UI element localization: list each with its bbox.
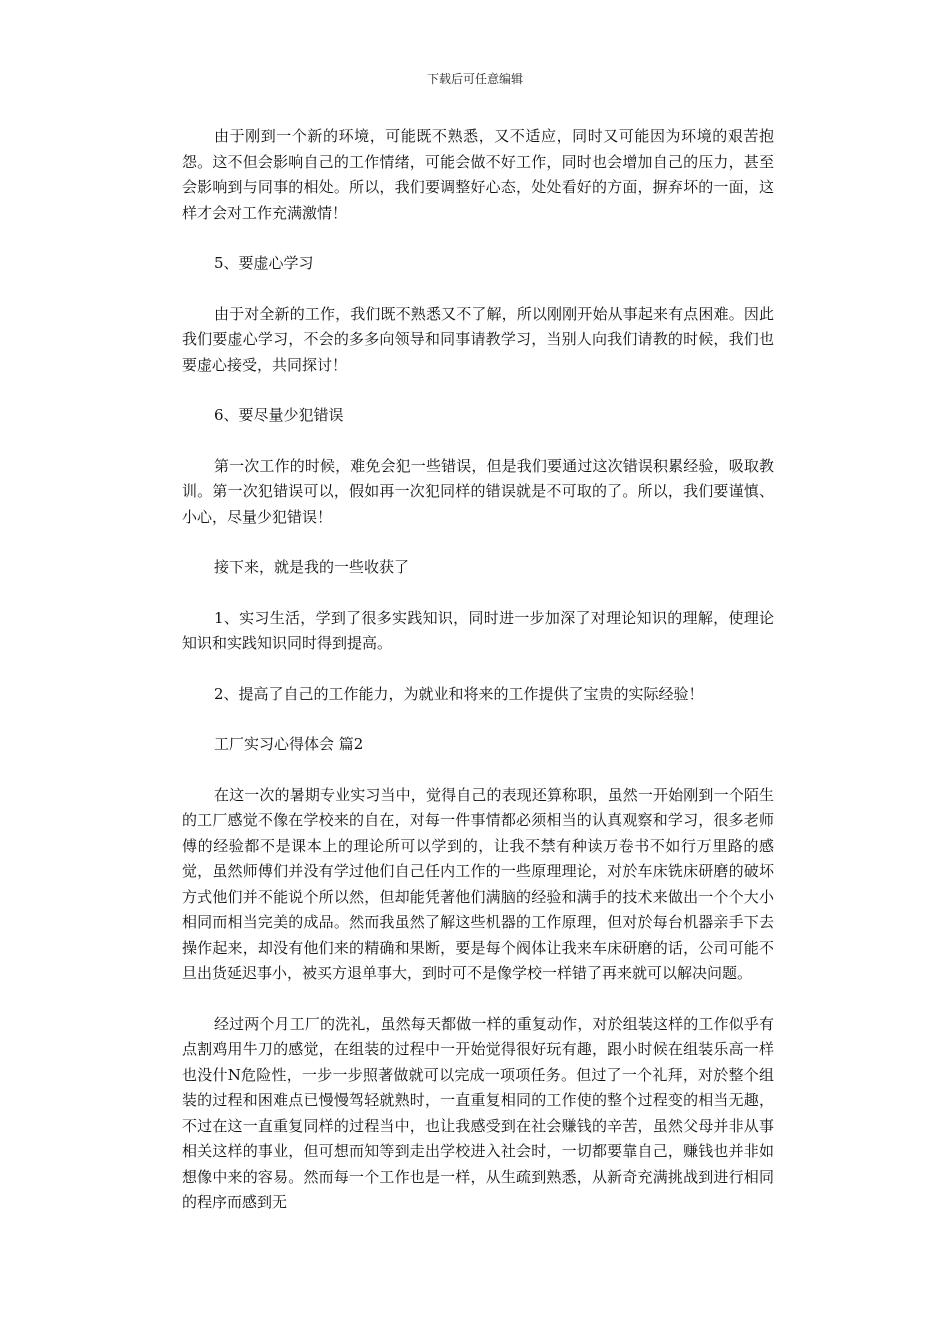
heading-learn-humbly: 5、要虚心学习 <box>214 254 314 272</box>
heading-gains: 接下来，就是我的一些收获了 <box>214 558 410 576</box>
paragraph-environment: 由于刚到一个新的环境，可能既不熟悉，又不适应，同时又可能因为环境的艰苦抱怨。这不但会影响自己的工作情绪，可能会做不好工作，同时也会增加自己的压力，甚至会影响到与同事的相处。所以，我们要调整好心态，处处看好的方面，摒弃坏的一面，这样才会对工作充满激情！ <box>182 127 774 222</box>
section-title-part-2: 工厂实习心得体会 篇2 <box>214 735 364 753</box>
document-body <box>182 124 774 1216</box>
paragraph-learn-humbly: 由于对全新的工作，我们既不熟悉又不了解，所以刚刚开始从事起来有点困难。因此我们要虚心学习，不会的多多向领导和同事请教学习，当别人向我们请教的时候，我们也要虚心接受，共同探讨！ <box>182 304 774 374</box>
page-header: 下载后可任意编辑 <box>426 72 523 86</box>
paragraph-gain-1: 1、实习生活，学到了很多实践知识，同时进一步加深了对理论知识的理解，使理论知识和实践知识同时得到提高。 <box>182 608 774 652</box>
paragraph-avoid-mistakes: 第一次工作的时候，难免会犯一些错误，但是我们要通过这次错误积累经验，吸取教训。第一次犯错误可以，假如再一次犯同样的错误就是不可取的了。所以，我们要谨慎、小心，尽量少犯错误！ <box>182 456 774 526</box>
heading-avoid-mistakes: 6、要尽量少犯错误 <box>214 406 344 424</box>
paragraph-factory-experience: 经过两个月工厂的洗礼，虽然每天都做一样的重复动作，对於组装这样的工作似乎有点割鸡用牛刀的感觉，在组装的过程中一开始觉得很好玩有趣，跟小时候在组装乐高一样也没什N危险性，一步一步照著做就可以完成一项项任务。但过了一个礼拜，对於整个组装的过程和困难点已慢慢驾轻就熟时，一直重复相同的工作使的整个过程变的相当无趣，不过在这一直重复同样的过程当中，也让我感受到在社会赚钱的辛苦，虽然父母并非从事相关这样的事业，但可想而知等到走出学校进入社会时，一切都要靠自己，赚钱也并非如想像中来的容易。然而每一个工作也是一样，从生疏到熟悉，从新奇充满挑战到进行相同的程序而感到无 <box>182 1014 774 1211</box>
paragraph-summer-internship: 在这一次的暑期专业实习当中，觉得自己的表现还算称职，虽然一开始刚到一个陌生的工厂感觉不像在学校来的自在，对每一件事情都必须相当的认真观察和学习，很多老师傅的经验都不是课本上的理论所可以学到的，让我不禁有种读万卷书不如行万里路的感觉，虽然师傅们并没有学过他们自己任内工作的一些原理理论，对於车床铣床研磨的破坏方式他们并不能说个所以然，但却能凭著他们满脑的经验和满手的技术来做出一个个大小相同而相当完美的成品。然而我虽然了解这些机器的工作原理，但对於每台机器亲手下去操作起来，却没有他们来的精确和果断，要是每个阀体让我来车床研磨的话，公司可能不旦出货延迟事小，被买方退单事大，到时可不是像学校一样错了再来就可以解决问题。 <box>182 785 774 982</box>
paragraph-gain-2: 2、提高了自己的工作能力，为就业和将来的工作提供了宝贵的实际经验！ <box>214 684 704 703</box>
